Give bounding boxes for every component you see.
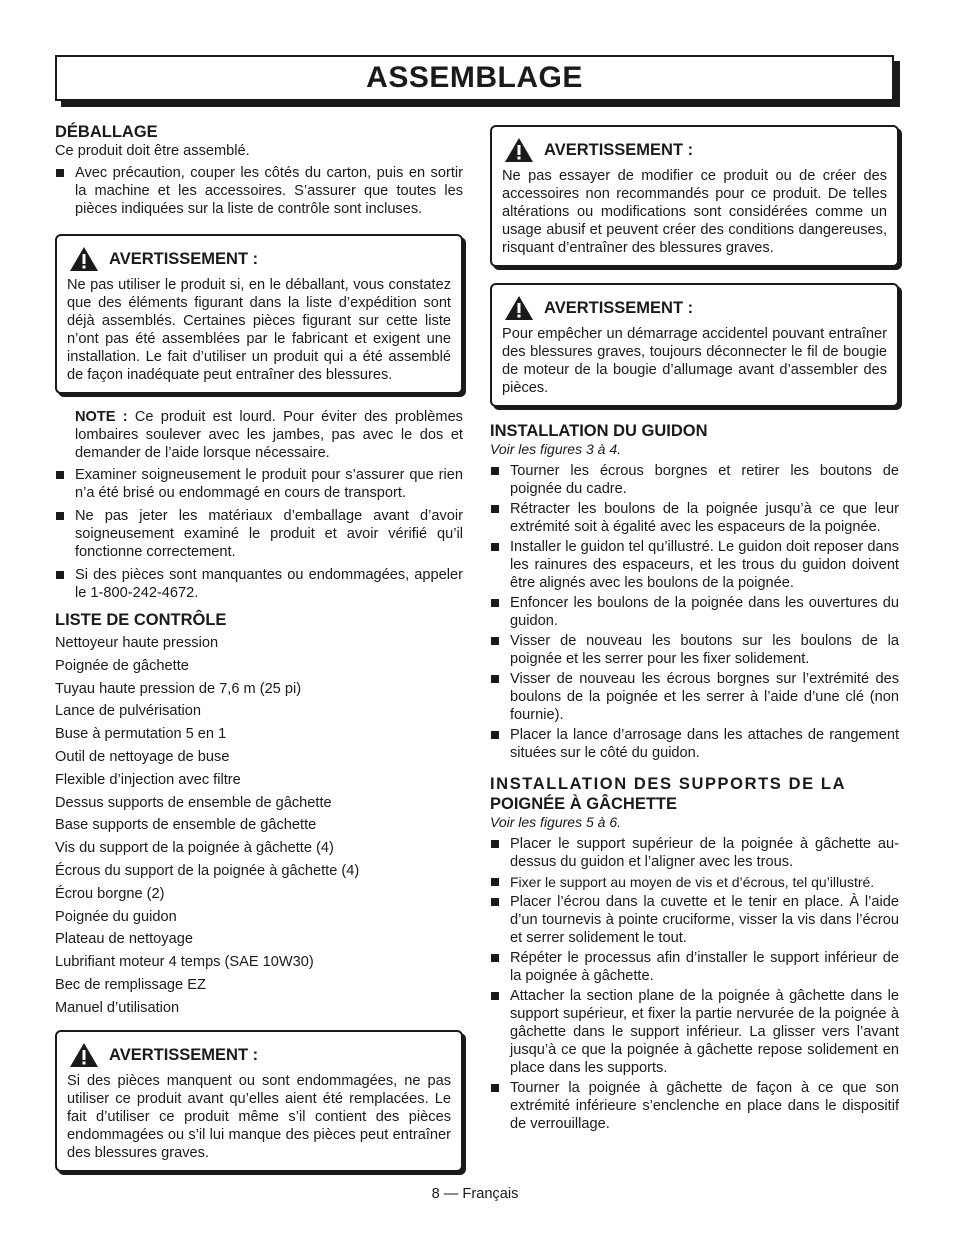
list-item: Placer l’écrou dans la cuvette et le tenir en place. À l’aide d’un tournevis à pointe cruciforme, visser la vis dans l’écrou et serrer solidement le tout.	[490, 893, 899, 947]
note-paragraph	[55, 408, 463, 462]
warning-text: Pour empêcher un démarrage accidentel pouvant entraîner des blessures graves, toujours déconnecter le fil de bougie de moteur de la bougie d’allumage avant d’assembler des pièces.	[502, 326, 887, 396]
warning-title: AVERTISSEMENT :	[544, 141, 694, 159]
list-item: Attacher la section plane de la poignée à gâchette dans le support supérieur, et fixer la partie nervurée de la poignée à gâchette dans le support inférieur. La glisser vers l’avant jusqu’à ce que la poignée à gâchette repose solidement en place dans les supports.	[490, 987, 899, 1077]
right-column	[490, 125, 899, 1133]
checklist-item: Manuel d’utilisation	[55, 999, 180, 1016]
page-footer	[0, 1186, 954, 1202]
warning-text: Ne pas essayer de modifier ce produit ou de créer des accessoires non recommandés pour ce produit. De telles altérations ou modifications sont considérées comme un usage abusif et peuvent créer des conditions dangereuses, risquant d’entraîner des blessures graves.	[502, 168, 887, 256]
trigger-heading-line2: POIGNÉE À GÂCHETTE	[490, 795, 678, 813]
note-label: NOTE :	[75, 409, 128, 425]
checklist-item: Dessus supports de ensemble de gâchette	[55, 794, 332, 811]
handlebar-figure-ref: Voir les figures 3 à 4.	[490, 441, 621, 457]
unpacking-heading: DÉBALLAGE	[55, 123, 158, 141]
warning-box-modification	[490, 125, 899, 267]
warning-header	[69, 1042, 451, 1068]
checklist	[55, 632, 463, 1020]
checklist-item: Tuyau haute pression de 7,6 m (25 pi)	[55, 680, 302, 697]
warning-box-missing-parts	[55, 1030, 463, 1172]
unpacking-bullet: Avec précaution, couper les côtés du carton, puis en sortir la machine et les accessoires. S’assurer que toutes les pièces indiquées sur la liste de contrôle sont incluses.	[55, 164, 463, 218]
trigger-figure-ref: Voir les figures 5 à 6.	[490, 814, 621, 830]
list-item: Examiner soigneusement le produit pour s’assurer que rien n’a été brisé ou endommagé en cours de transport.	[55, 466, 463, 502]
list-item: Rétracter les boulons de la poignée jusqu’à ce que leur extrémité soit à égalité avec les espaceurs de la poignée.	[490, 500, 899, 536]
list-item: Répéter le processus afin d’installer le support inférieur de la poignée à gâchette.	[490, 949, 899, 985]
warning-triangle-icon	[504, 295, 534, 321]
checklist-item: Flexible d’injection avec filtre	[55, 771, 241, 788]
warning-triangle-icon	[69, 246, 99, 272]
list-item: Visser de nouveau les écrous borgnes sur l’extrémité des boulons de la poignée et les serrer à l’aide d’une clé (non fournie).	[490, 670, 899, 724]
checklist-item: Poignée de gâchette	[55, 657, 189, 674]
warning-triangle-icon	[69, 1042, 99, 1068]
left-column	[55, 122, 463, 1172]
section-banner	[55, 55, 894, 101]
warning-box-spark-plug	[490, 283, 899, 407]
warning-text: Ne pas utiliser le produit si, en le déballant, vous constatez que des éléments figurant dans la liste d’expédition sont déjà assemblés. Certaines pièces figurant sur cette liste n’ont pas été assemblées par le fabricant et exigent une installation. Le fait d’utiliser un produit qui a été assemblé de façon inadéquate peut entraîner des blessures.	[67, 277, 451, 383]
checklist-item: Vis du support de la poignée à gâchette (4)	[55, 840, 334, 857]
note-text: Ce produit est lourd. Pour éviter des problèmes lombaires soulever avec les jambes, pas avec le dos et demander de l’aide lorsque nécessaire.	[75, 409, 463, 461]
handlebar-heading: INSTALLATION DU GUIDON	[490, 422, 708, 440]
checklist-item: Écrou borgne (2)	[55, 885, 165, 902]
warning-header	[504, 295, 887, 321]
warning-text: Si des pièces manquent ou sont endommagées, ne pas utiliser ce produit avant qu’elles aient été remplacées. Le fait d’utiliser ce produit même s’il contient des pièces endommagées ou s’il lui manque des pièces peut entraîner des blessures graves.	[67, 1072, 451, 1161]
warning-header	[69, 246, 451, 272]
list-item: Fixer le support au moyen de vis et d’écrous, tel qu’illustré.	[490, 873, 899, 891]
warning-title: AVERTISSEMENT :	[109, 250, 259, 268]
list-item: Placer le support supérieur de la poignée à gâchette au-dessus du guidon et l’aligner avec les trous.	[490, 835, 899, 871]
checklist-item: Écrous du support de la poignée à gâchette (4)	[55, 862, 360, 879]
page-number: 8 — Français	[431, 1186, 519, 1202]
list-item: Installer le guidon tel qu’illustré. Le guidon doit reposer dans les rainures des espaceurs, et les trous du guidon doivent être alignés avec les boulons de la poignée.	[490, 538, 899, 592]
checklist-item: Lance de pulvérisation	[55, 703, 202, 720]
checklist-item: Poignée du guidon	[55, 908, 177, 925]
warning-title: AVERTISSEMENT :	[544, 299, 694, 317]
list-item: Si des pièces sont manquantes ou endommagées, appeler le 1-800-242-4672.	[55, 566, 463, 602]
checklist-item: Nettoyeur haute pression	[55, 635, 219, 651]
checklist-heading: LISTE DE CONTRÔLE	[55, 611, 227, 629]
list-item: Enfoncer les boulons de la poignée dans les ouvertures du guidon.	[490, 594, 899, 630]
checklist-item: Lubrifiant moteur 4 temps (SAE 10W30)	[55, 954, 314, 971]
page-title: ASSEMBLAGE	[366, 61, 583, 94]
checklist-item: Plateau de nettoyage	[55, 931, 193, 948]
warning-triangle-icon	[504, 137, 534, 163]
checklist-item: Bec de remplissage EZ	[55, 976, 206, 993]
warning-box-unpacking	[55, 234, 463, 394]
unpacking-intro: Ce produit doit être assemblé.	[55, 143, 250, 159]
trigger-heading: INSTALLATION DES SUPPORTS DE LA	[490, 775, 847, 793]
checklist-item: Outil de nettoyage de buse	[55, 748, 230, 765]
list-item: Tourner les écrous borgnes et retirer les boutons de poignée du cadre.	[490, 462, 899, 498]
warning-header	[504, 137, 887, 163]
warning-title: AVERTISSEMENT :	[109, 1045, 259, 1064]
list-item: Visser de nouveau les boutons sur les boulons de la poignée et les serrer pour les fixer solidement.	[490, 632, 899, 668]
checklist-item: Buse à permutation 5 en 1	[55, 726, 227, 743]
list-item: Ne pas jeter les matériaux d’emballage avant d’avoir soigneusement examiné le produit et avoir vérifié qu’il fonctionne correctement.	[55, 507, 463, 561]
list-item: Placer la lance d’arrosage dans les attaches de rangement situées sur le côté du guidon.	[490, 726, 899, 762]
list-item: Tourner la poignée à gâchette de façon à ce que son extrémité inférieure s’enclenche en place dans le dispositif de verrouillage.	[490, 1079, 899, 1133]
checklist-item: Base supports de ensemble de gâchette	[55, 817, 317, 834]
